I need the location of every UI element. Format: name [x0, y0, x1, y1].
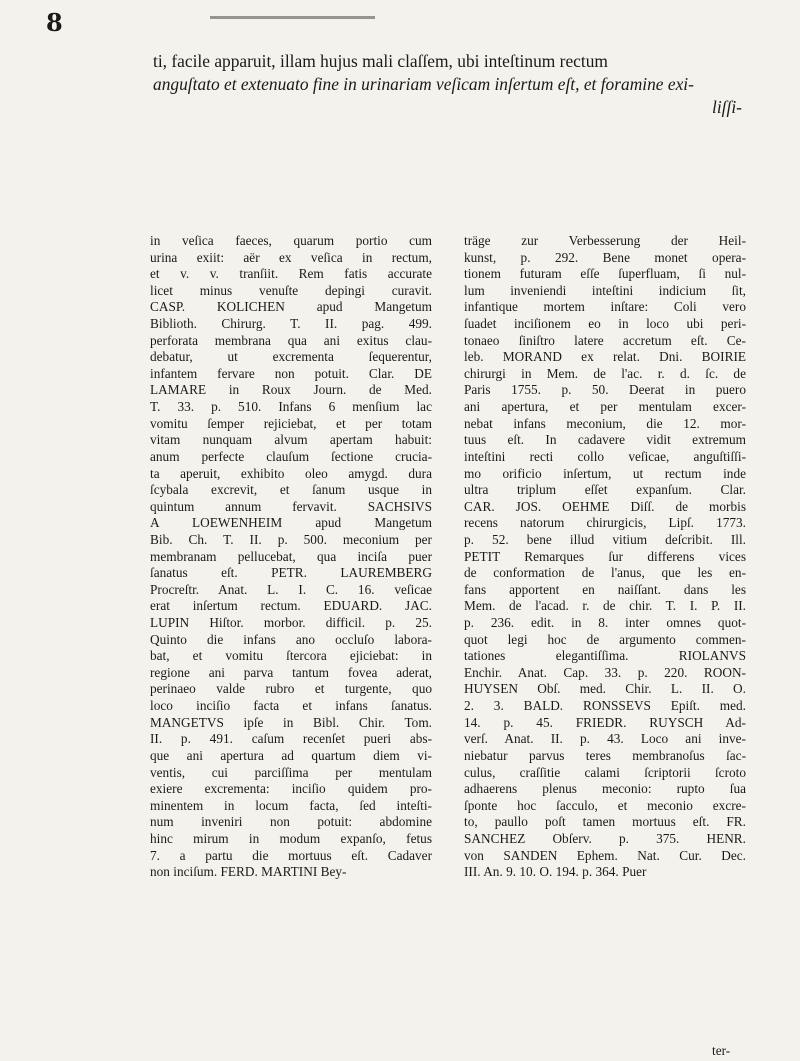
top-line-1: ti, facile apparuit, illam hujus mali claſſem, ubi inteſtinum rectum: [153, 51, 608, 71]
left-column-line: debatur, ut excrementa ſequerentur,: [150, 349, 432, 365]
right-column-line: III. An. 9. 10. O. 194. p. 364. Puer: [464, 864, 647, 880]
left-column-line: erat inſertum rectum. EDUARD. JAC.: [150, 598, 432, 614]
right-column: [464, 233, 746, 881]
right-column-line: recens natorum chirurgicis, Lipſ. 1773.: [464, 515, 746, 531]
right-column-line: 14. p. 45. FRIEDR. RUYSCH Ad-: [464, 714, 746, 730]
right-column-line: verſ. Anat. II. p. 43. Loco ani inve-: [464, 731, 746, 747]
right-column-line: Mem. de l'acad. r. de chir. T. I. P. II.: [464, 598, 746, 614]
left-column-line: urina exiit: aër ex veſica in rectum,: [150, 249, 432, 265]
right-column-line: mo orificio inſertum, ut rectum inde: [464, 465, 746, 481]
right-column-line: Enchir. Anat. Cap. 33. p. 220. ROON-: [464, 664, 746, 680]
right-column-line: niebatur parvus teres membranoſus ſac-: [464, 747, 746, 763]
right-column-line: ſuadet inciſionem eo in loco ubi peri-: [464, 316, 746, 332]
header-rule: [210, 16, 375, 19]
top-line-3: liſſi-: [712, 97, 742, 117]
left-column-line: LUPIN Hiſtor. morbor. difficil. p. 25.: [150, 615, 432, 631]
right-column-line: Paris 1755. p. 50. Deerat in puero: [464, 382, 746, 398]
right-column-line: ſponte hoc ſacculo, et meconio excre-: [464, 797, 746, 813]
left-column-line: ſcybala excrevit, et ſanum usque in: [150, 482, 432, 498]
top-line-2: anguſtato et extenuato fine in urinariam veſicam inſertum eſt, et foramine exi-: [153, 74, 694, 94]
left-column-line: ta aperuit, exhibito oleo amygd. dura: [150, 465, 432, 481]
left-column-line: in veſica faeces, quarum portio cum: [150, 233, 432, 248]
left-column-line: anum perfecte clauſum ſectione crucia-: [150, 448, 432, 464]
left-column-line: que ani apertura ad quartum diem vi-: [150, 747, 432, 763]
left-column-line: exiere excrementa: inciſio quidem pro-: [150, 781, 432, 797]
right-column-line: quot legi hoc de argumento commen-: [464, 631, 746, 647]
left-column-line: hinc mirum in modum expanſo, fetus: [150, 830, 432, 846]
right-column-line: tonaeo ſiniſtro latere accretum eſt. Ce-: [464, 332, 746, 348]
right-column-line: PETIT Remarques ſur differens vices: [464, 548, 746, 564]
left-column-line: bat, et vomitu ſtercora ejiciebat: in: [150, 648, 432, 664]
left-column-line: A LOEWENHEIM apud Mangetum: [150, 515, 432, 531]
left-column-line: perforata membrana qua ani exitus clau-: [150, 332, 432, 348]
right-column-line: SANCHEZ Obſerv. p. 375. HENR.: [464, 830, 746, 846]
right-column-line: to, paullo poſt tamen mortuus eſt. FR.: [464, 814, 746, 830]
left-column-line: minentem in locum facta, ſed inteſti-: [150, 797, 432, 813]
left-column-line: Bib. Ch. T. II. p. 500. meconium per: [150, 531, 432, 547]
right-column-line: infantique mortem inſtare: Coli vero: [464, 299, 746, 315]
left-column-line: perinaeo valde rubro et turgente, quo: [150, 681, 432, 697]
right-column-line: 2. 3. BALD. RONSSEVS Epiſt. med.: [464, 698, 746, 714]
catchword: ter-: [712, 1043, 731, 1058]
right-column-line: culus, craſſitie calami ſcriptorii ſcroto: [464, 764, 746, 780]
left-column-line: quintum annum fervavit. SACHSIVS: [150, 498, 432, 514]
left-column-line: 7. a partu die mortuus eſt. Cadaver: [150, 847, 432, 863]
right-column-line: CAR. JOS. OEHME Diſſ. de morbis: [464, 498, 746, 514]
right-column-line: leb. MORAND ex relat. Dni. BOIRIE: [464, 349, 746, 365]
left-column: [150, 233, 432, 881]
right-column-line: adhaerens plenus meconio: rupto ſua: [464, 781, 746, 797]
right-column-line: nebat infans meconium, die 12. mor-: [464, 415, 746, 431]
left-column-line: LAMARE in Roux Journ. de Med.: [150, 382, 432, 398]
right-column-line: chirurgi in Mem. de l'ac. r. d. ſc. de: [464, 365, 746, 381]
left-column-line: MANGETVS ipſe in Bibl. Chir. Tom.: [150, 714, 432, 730]
right-column-line: p. 52. bene illud vitium deſcribit. Ill.: [464, 531, 746, 547]
right-column-line: p. 236. edit. in 8. inter omnes quot-: [464, 615, 746, 631]
left-column-line: Quinto die infans ano occluſo labora-: [150, 631, 432, 647]
left-column-line: num inveniri non potuit: abdomine: [150, 814, 432, 830]
right-column-line: HUYSEN Obſ. med. Chir. L. II. O.: [464, 681, 746, 697]
right-column-line: ani apertura, et per mentulam excer-: [464, 399, 746, 415]
right-column-line: von SANDEN Ephem. Nat. Cur. Dec.: [464, 847, 746, 863]
left-column-line: regione ani parva tantum fovea aderat,: [150, 664, 432, 680]
left-column-line: licet minus venuſte depingi curavit.: [150, 282, 432, 298]
right-column-line: tationes elegantiſſima. RIOLANVS: [464, 648, 746, 664]
right-column-line: kunst, p. 292. Bene monet opera-: [464, 249, 746, 265]
left-column-line: ventis, cui parciſſima per mentulam: [150, 764, 432, 780]
left-column-line: T. 33. p. 510. Infans 6 menſium lac: [150, 399, 432, 415]
right-column-line: fans apportent en naiſſant. dans les: [464, 581, 746, 597]
left-column-line: loco inciſio facta et infans ſanatus.: [150, 698, 432, 714]
right-column-line: lum inveniendi inteſtini indicium ſit,: [464, 282, 746, 298]
right-column-line: de conformation de l'anus, que les en-: [464, 565, 746, 581]
left-column-line: et v. v. tranſiit. Rem fatis accurate: [150, 266, 432, 282]
left-column-line: membranam pellucebat, qua inciſa puer: [150, 548, 432, 564]
left-column-line: CASP. KOLICHEN apud Mangetum: [150, 299, 432, 315]
right-column-line: tionem futuram eſſe ſuperfluam, ſi nul-: [464, 266, 746, 282]
left-column-line: non inciſum. FERD. MARTINI Bey-: [150, 864, 347, 880]
right-column-line: träge zur Verbesserung der Heil-: [464, 233, 746, 248]
right-column-line: tuus eſt. In cadavere vidit extremum: [464, 432, 746, 448]
right-column-line: inteſtini recti collo veſicae, anguſtiſſi-: [464, 448, 746, 464]
left-column-line: ſanatus eſt. PETR. LAUREMBERG: [150, 565, 432, 581]
left-column-line: infantem fervare non potuit. Clar. DE: [150, 365, 432, 381]
page-number: 8: [46, 8, 63, 37]
left-column-line: vomitu ſemper rejiciebat, et per totam: [150, 415, 432, 431]
left-column-line: II. p. 491. caſum recenſet pueri abs-: [150, 731, 432, 747]
left-column-line: Biblioth. Chirurg. T. II. pag. 499.: [150, 316, 432, 332]
right-column-line: ultra triplum eſſet expanſum. Clar.: [464, 482, 746, 498]
left-column-line: vitam nunquam alvum apertam habuit:: [150, 432, 432, 448]
left-column-line: Procreſtr. Anat. L. I. C. 16. veſicae: [150, 581, 432, 597]
